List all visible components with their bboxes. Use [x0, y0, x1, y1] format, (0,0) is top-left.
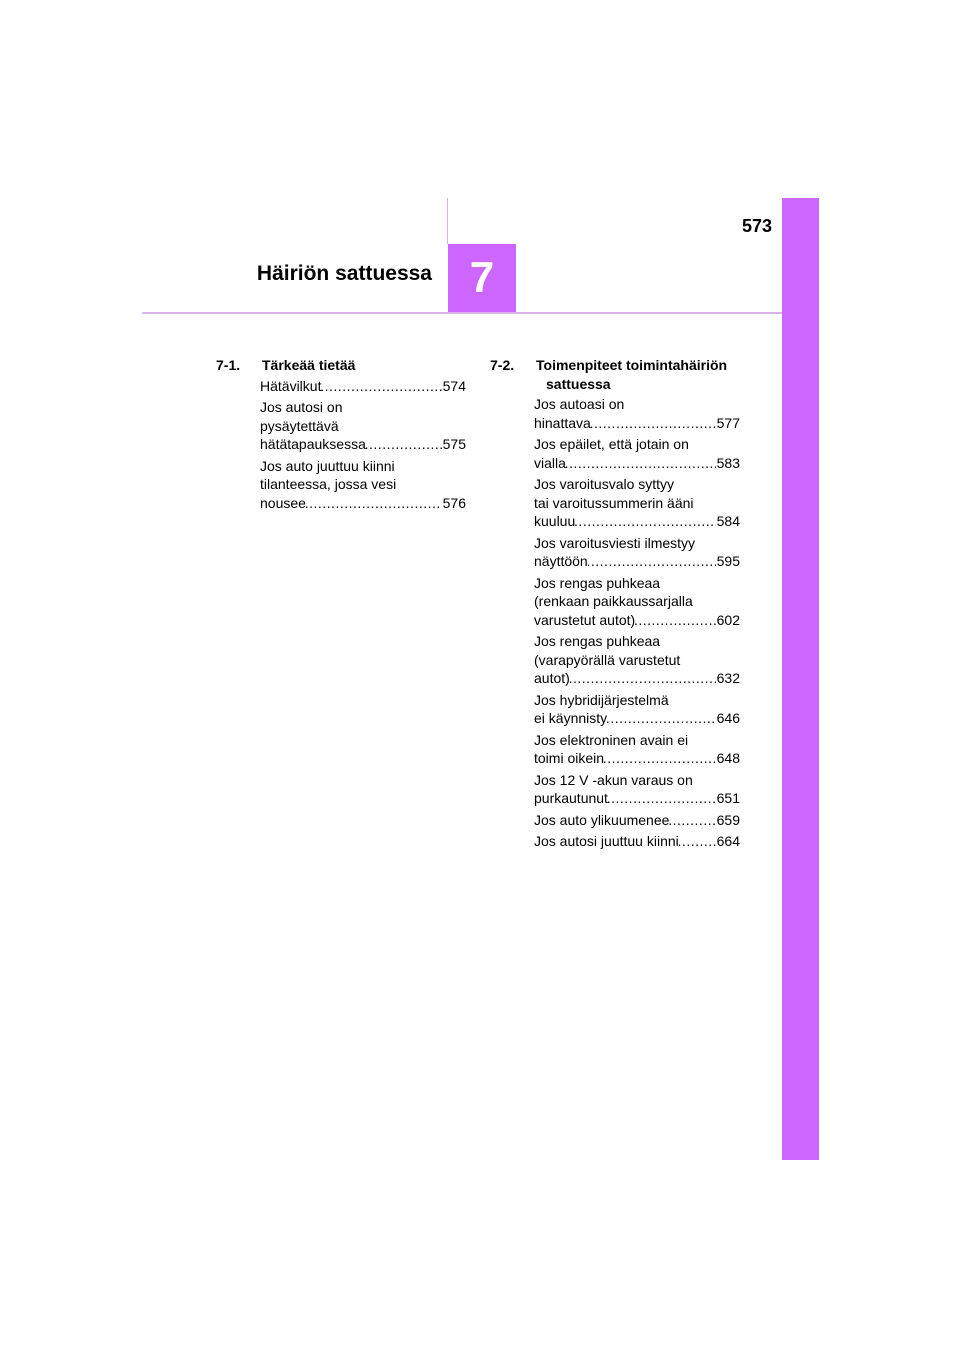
toc-entry-text: kuuluu: [534, 513, 576, 529]
section-title-line: Toimenpiteet toimintahäiriön: [536, 357, 728, 373]
toc-entry-text: vialla: [534, 454, 566, 471]
toc-entry[interactable]: [534, 435, 740, 472]
section-heading: [490, 356, 740, 393]
dot-leader: [607, 709, 715, 728]
toc-entry-text: Jos rengas puhkeaa: [534, 633, 661, 649]
toc-entry-text: Jos autosi juuttuu kiinni: [534, 833, 679, 849]
section-number: 7-1.: [216, 357, 241, 373]
toc-entry-text: Jos varoitusvalo syttyy: [534, 476, 675, 492]
toc-page-number: 577: [716, 414, 740, 431]
section-number: 7-2.: [490, 357, 515, 373]
toc-page-number: 576: [442, 494, 466, 511]
toc-entry[interactable]: [534, 534, 740, 571]
toc-entry[interactable]: [534, 691, 740, 728]
toc-entry-text: (renkaan paikkaussarjalla: [534, 593, 693, 609]
section-title-line: sattuessa: [546, 375, 611, 392]
toc-entry-text: Jos rengas puhkeaa: [534, 574, 661, 591]
toc-entry-text: varustetut autot): [534, 611, 636, 628]
section-title-line: Tärkeää tietää: [262, 357, 356, 373]
toc-entry-text: Jos autoasi on: [534, 396, 625, 412]
section-title: [536, 356, 740, 393]
dot-leader: [321, 377, 441, 396]
toc-page-number: 659: [716, 811, 740, 828]
toc-page-number: 648: [716, 750, 740, 766]
toc-page-number: 583: [716, 454, 740, 471]
toc-entry-text: nousee: [260, 494, 306, 511]
toc-entry[interactable]: [534, 574, 740, 630]
toc-entry-text: autot): [534, 670, 570, 686]
dot-leader: [635, 611, 715, 630]
toc-page-number: 574: [442, 377, 466, 394]
dot-leader: [366, 435, 442, 454]
toc-page-number: 575: [442, 436, 466, 452]
toc-entry-text: (varapyörällä varustetut: [534, 651, 681, 668]
toc-page-number: 664: [716, 833, 740, 849]
chapter-side-tab: [782, 198, 819, 1160]
toc-entry-text: pysäytettävä: [260, 417, 339, 434]
toc-entry[interactable]: [534, 731, 740, 768]
dot-leader: [570, 669, 716, 688]
header-divider-vertical: [447, 198, 448, 244]
page-number: 573: [741, 216, 772, 236]
toc-page-number: 646: [716, 710, 740, 726]
toc-entry[interactable]: [260, 457, 466, 513]
toc-entry-text: Jos 12 V -akun varaus on: [534, 771, 693, 788]
toc-entry[interactable]: [534, 475, 740, 531]
toc-entry[interactable]: [534, 811, 740, 830]
section-title: [262, 356, 466, 375]
dot-leader: [608, 789, 716, 808]
toc-entry-text: Hätävilkut: [260, 377, 322, 394]
toc-entry[interactable]: [534, 632, 740, 688]
toc-page-number: 651: [716, 790, 740, 806]
toc-entry-text: purkautunut: [534, 790, 608, 806]
toc-entry[interactable]: [534, 832, 740, 851]
toc-entry-text: tai varoitussummerin ääni: [534, 494, 694, 511]
dot-leader: [588, 552, 716, 571]
toc-page-number: 584: [716, 513, 740, 529]
toc-entry-text: Jos elektroninen avain ei: [534, 731, 689, 748]
dot-leader: [306, 494, 442, 513]
toc-entry-text: Jos autosi on: [260, 399, 343, 415]
toc-entry-text: ei käynnisty: [534, 710, 608, 726]
header-divider-horizontal: [142, 312, 782, 314]
section-heading: [216, 356, 466, 375]
dot-leader: [591, 414, 716, 433]
toc-column-left: [216, 356, 466, 515]
toc-entry-text: hinattava: [534, 414, 591, 431]
toc-page-number: 602: [716, 611, 740, 628]
toc-entry-text: tilanteessa, jossa vesi: [260, 476, 397, 492]
dot-leader: [669, 811, 715, 830]
chapter-number-box: 7: [448, 244, 516, 312]
toc-entry[interactable]: [534, 395, 740, 432]
toc-entry-text: Jos varoitusviesti ilmestyy: [534, 534, 696, 551]
toc-entry-text: Jos auto ylikuumenee: [534, 811, 670, 828]
dot-leader: [679, 832, 716, 851]
toc-entries: [534, 395, 740, 851]
toc-page-number: 595: [716, 553, 740, 569]
toc-entry-text: toimi oikein: [534, 750, 605, 766]
toc-entry-text: Jos hybridijärjestelmä: [534, 691, 669, 708]
toc-entries: [260, 377, 466, 513]
toc-entry-text: Jos epäilet, että jotain on: [534, 436, 689, 452]
toc-entry-text: näyttöön: [534, 553, 588, 569]
toc-entry[interactable]: [260, 377, 466, 396]
toc-column-right: [490, 356, 740, 854]
toc-entry[interactable]: [260, 398, 466, 454]
chapter-title: Häiriön sattuessa: [256, 262, 432, 285]
toc-page-number: 632: [716, 670, 740, 686]
dot-leader: [575, 512, 715, 531]
toc-entry-text: Jos auto juuttuu kiinni: [260, 457, 395, 474]
toc-entry-text: hätätapauksessa: [260, 436, 366, 452]
dot-leader: [604, 749, 716, 768]
toc-entry[interactable]: [534, 771, 740, 808]
dot-leader: [566, 454, 716, 473]
